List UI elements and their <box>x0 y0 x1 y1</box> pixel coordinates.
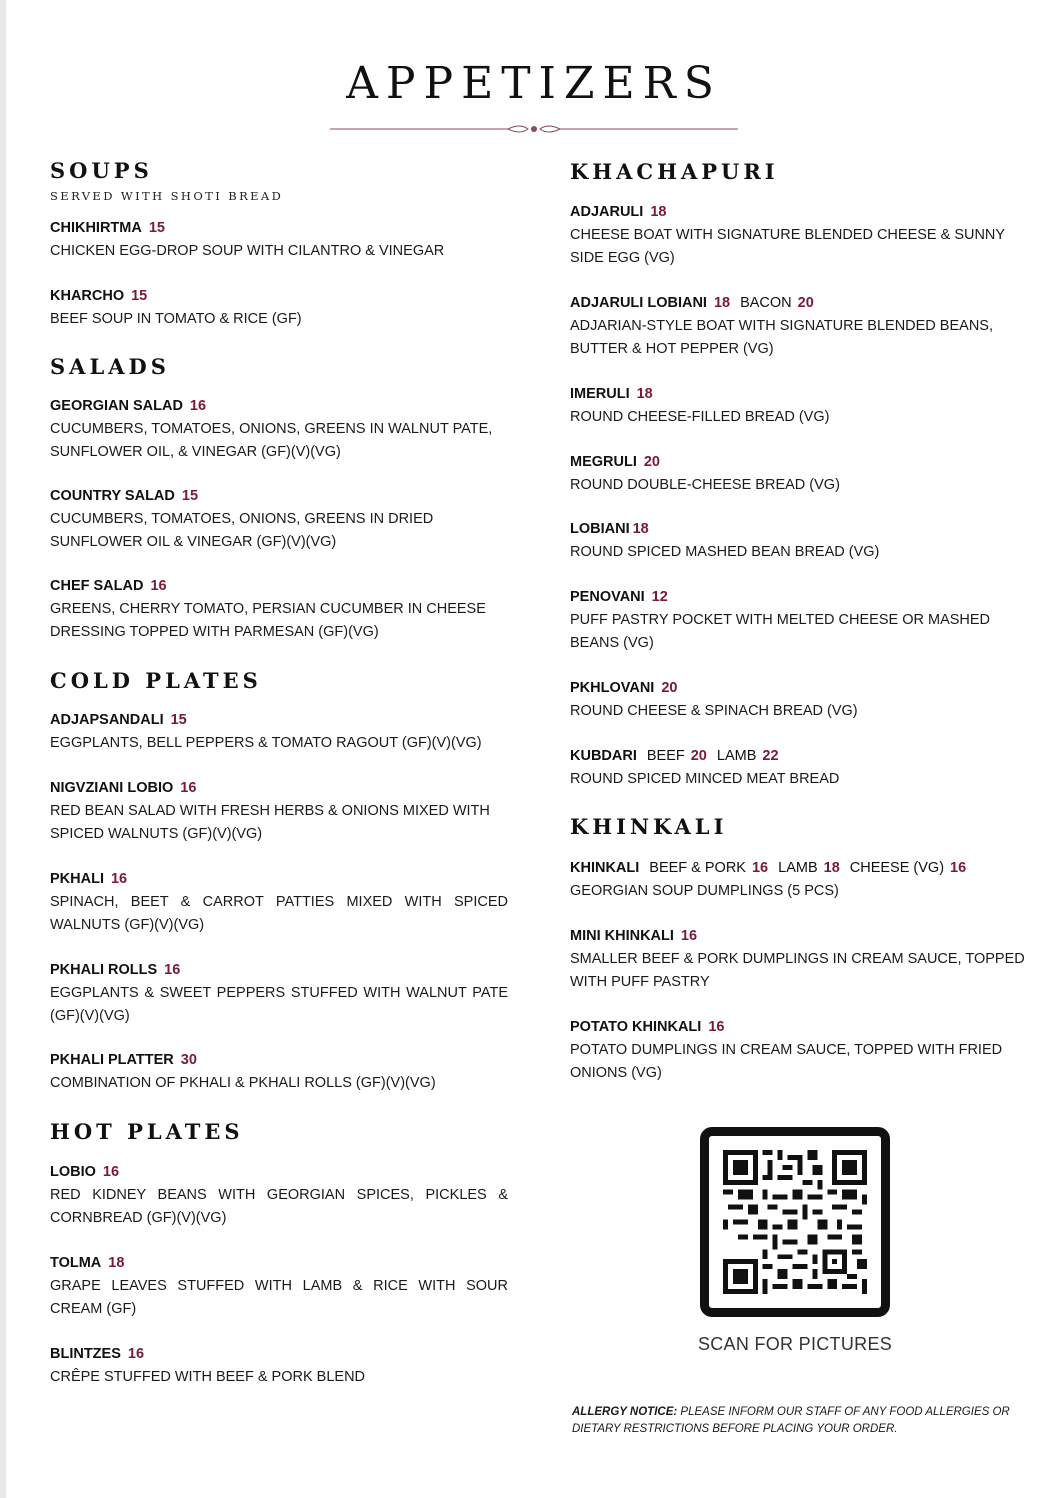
item-price: 18 <box>636 386 653 402</box>
item-option-price: 18 <box>823 860 840 876</box>
menu-item <box>50 1343 508 1389</box>
item-option-price: 16 <box>751 860 769 876</box>
item-price: 16 <box>680 928 698 944</box>
item-description: CUCUMBERS, TOMATOES, ONIONS, GREENS IN DRIED SUNFLOWER OIL & VINEGAR (GF)(V)(VG) <box>50 511 434 550</box>
menu-item <box>50 217 508 263</box>
item-description: ROUND DOUBLE-CHEESE BREAD (VG) <box>570 477 840 493</box>
item-name: MINI KHINKALI <box>570 928 674 944</box>
item-option-price: 20 <box>690 748 707 764</box>
item-option: LAMB <box>716 748 757 764</box>
menu-item <box>570 677 1026 723</box>
section-subtitle-soups: SERVED WITH SHOTI BREAD <box>50 189 284 203</box>
menu-item <box>50 709 508 755</box>
item-price: 16 <box>708 1019 725 1035</box>
item-description: GREENS, CHERRY TOMATO, PERSIAN CUCUMBER IN CHEESE DRESSING TOPPED WITH PARMESAN (GF)(VG) <box>50 601 486 640</box>
item-price: 20 <box>661 680 678 696</box>
item-option: BEEF <box>646 748 685 764</box>
item-name: PENOVANI <box>570 589 645 605</box>
item-price: 16 <box>102 1164 120 1180</box>
menu-item <box>50 395 508 464</box>
item-description: PUFF PASTRY POCKET WITH MELTED CHEESE OR MASHED BEANS (VG) <box>570 612 991 651</box>
item-name: MEGRULI <box>570 454 637 470</box>
item-name: ADJAPSANDALI <box>50 712 164 728</box>
item-price: 15 <box>131 288 148 304</box>
item-name: CHIKHIRTMA <box>50 220 142 236</box>
item-description: SMALLER BEEF & PORK DUMPLINGS IN CREAM SAUCE, TOPPED WITH PUFF PASTRY <box>570 951 1025 990</box>
item-option-price: 20 <box>797 295 814 311</box>
item-name: NIGVZIANI LOBIO <box>50 780 174 796</box>
item-price: 18 <box>650 204 667 220</box>
item-description: POTATO DUMPLINGS IN CREAM SAUCE, TOPPED WITH FRIED ONIONS (VG) <box>570 1042 1003 1081</box>
item-name: COUNTRY SALAD <box>50 488 175 504</box>
item-price: 16 <box>127 1346 145 1362</box>
menu-item <box>570 857 1026 903</box>
item-price: 18 <box>713 295 731 311</box>
menu-item <box>50 1252 508 1321</box>
item-description: ROUND CHEESE-FILLED BREAD (VG) <box>570 409 830 425</box>
item-description: CHICKEN EGG-DROP SOUP WITH CILANTRO & VINEGAR <box>50 243 445 259</box>
item-name: PKHALI ROLLS <box>50 962 158 978</box>
menu-item <box>570 451 1026 497</box>
item-option: CHEESE (VG) <box>849 860 945 876</box>
item-name: POTATO KHINKALI <box>570 1019 702 1035</box>
item-name: GEORGIAN SALAD <box>50 398 183 414</box>
item-price: 15 <box>148 220 165 236</box>
item-option: BEEF & PORK <box>649 860 746 876</box>
qr-code[interactable] <box>700 1127 890 1317</box>
item-name: IMERULI <box>570 386 630 402</box>
item-price: 18 <box>108 1255 125 1271</box>
item-description: RED BEAN SALAD WITH FRESH HERBS & ONIONS MIXED WITH SPICED WALNUTS (GF)(V)(VG) <box>50 803 490 842</box>
item-name: KHARCHO <box>50 288 125 304</box>
item-description: CUCUMBERS, TOMATOES, ONIONS, GREENS IN WALNUT PATE, SUNFLOWER OIL, & VINEGAR (GF)(V)(VG) <box>50 421 493 460</box>
menu-item <box>570 383 1026 429</box>
ornament-divider <box>330 122 738 136</box>
menu-item <box>50 575 508 644</box>
item-name: PKHALI PLATTER <box>50 1052 174 1068</box>
item-description: ROUND CHEESE & SPINACH BREAD (VG) <box>570 703 858 719</box>
item-description: COMBINATION OF PKHALI & PKHALI ROLLS (GF)(V)(VG) <box>50 1075 436 1091</box>
section-title-cold-plates: COLD PLATES <box>50 668 262 693</box>
item-description: EGGPLANTS, BELL PEPPERS & TOMATO RAGOUT (GF)(V)(VG) <box>50 735 482 751</box>
item-name: LOBIO <box>50 1164 96 1180</box>
section-title-hot-plates: HOT PLATES <box>50 1119 244 1144</box>
menu-item <box>570 201 1026 270</box>
item-description: CHEESE BOAT WITH SIGNATURE BLENDED CHEESE & SUNNY SIDE EGG (VG) <box>570 227 1005 266</box>
item-description: BEEF SOUP IN TOMATO & RICE (GF) <box>50 311 302 327</box>
item-price: 12 <box>651 589 668 605</box>
item-price: 18 <box>632 521 649 537</box>
item-description: GRAPE LEAVES STUFFED WITH LAMB & RICE WITH SOUR CREAM (GF) <box>50 1278 508 1317</box>
menu-item <box>570 1016 1026 1085</box>
item-option: BACON <box>740 295 792 311</box>
item-description: ROUND SPICED MASHED BEAN BREAD (VG) <box>570 544 880 560</box>
item-option-price: 16 <box>950 860 967 876</box>
menu-item <box>50 777 508 846</box>
menu-item <box>570 925 1026 994</box>
item-description: EGGPLANTS & SWEET PEPPERS STUFFED WITH WALNUT PATE (GF)(V)(VG) <box>50 985 508 1024</box>
item-price: 30 <box>180 1052 197 1068</box>
item-name: PKHLOVANI <box>570 680 655 696</box>
item-name: ADJARULI <box>570 204 644 220</box>
item-price: 20 <box>643 454 660 470</box>
section-title-soups: SOUPS <box>50 158 153 183</box>
menu-item <box>50 285 508 331</box>
item-name: PKHALI <box>50 871 104 887</box>
item-description: ROUND SPICED MINCED MEAT BREAD <box>570 771 840 787</box>
section-title-khachapuri: KHACHAPURI <box>570 159 779 184</box>
item-price: 16 <box>110 871 128 887</box>
qr-caption: SCAN FOR PICTURES <box>697 1334 893 1354</box>
menu-item <box>570 745 1026 791</box>
item-description: ADJARIAN-STYLE BOAT WITH SIGNATURE BLENDED BEANS, BUTTER & HOT PEPPER (VG) <box>570 318 993 357</box>
menu-item <box>50 1161 508 1230</box>
allergy-notice-text: PLEASE INFORM OUR STAFF OF ANY FOOD ALLERGIES OR DIETARY RESTRICTIONS BEFORE PLACING YOUR ORDER. <box>572 1406 1010 1435</box>
allergy-notice-label: ALLERGY NOTICE: <box>572 1406 678 1418</box>
item-name: CHEF SALAD <box>50 578 144 594</box>
menu-item <box>50 1049 508 1095</box>
item-description: CRÊPE STUFFED WITH BEEF & PORK BLEND <box>50 1369 366 1385</box>
item-description: SPINACH, BEET & CARROT PATTIES MIXED WITH SPICED WALNUTS (GF)(V)(VG) <box>50 894 508 933</box>
item-price: 16 <box>180 780 197 796</box>
menu-page <box>6 0 1062 1498</box>
section-title-salads: SALADS <box>50 354 170 379</box>
item-price: 15 <box>170 712 187 728</box>
item-name: LOBIANI <box>570 521 630 537</box>
menu-item <box>570 518 1026 564</box>
item-price: 16 <box>164 962 181 978</box>
page-title: APPETIZERS <box>346 58 722 109</box>
section-title-khinkali: KHINKALI <box>570 814 728 839</box>
item-price: 16 <box>189 398 207 414</box>
item-price: 15 <box>181 488 199 504</box>
menu-item <box>570 292 1026 361</box>
item-name: KUBDARI <box>570 748 637 764</box>
item-description: RED KIDNEY BEANS WITH GEORGIAN SPICES, PICKLES & CORNBREAD (GF)(V)(VG) <box>50 1187 508 1226</box>
item-name: ADJARULI LOBIANI <box>570 295 707 311</box>
menu-item <box>50 959 508 1028</box>
allergy-notice <box>572 1404 1032 1438</box>
item-description: GEORGIAN SOUP DUMPLINGS (5 PCS) <box>570 883 839 899</box>
menu-item <box>50 868 508 937</box>
qr-code-icon <box>723 1150 867 1294</box>
item-option: LAMB <box>778 860 818 876</box>
item-price: 16 <box>150 578 167 594</box>
menu-item <box>50 485 508 554</box>
item-name: TOLMA <box>50 1255 102 1271</box>
item-name: KHINKALI <box>570 860 640 876</box>
item-name: BLINTZES <box>50 1346 121 1362</box>
menu-item <box>570 586 1026 655</box>
item-option-price: 22 <box>762 748 779 764</box>
